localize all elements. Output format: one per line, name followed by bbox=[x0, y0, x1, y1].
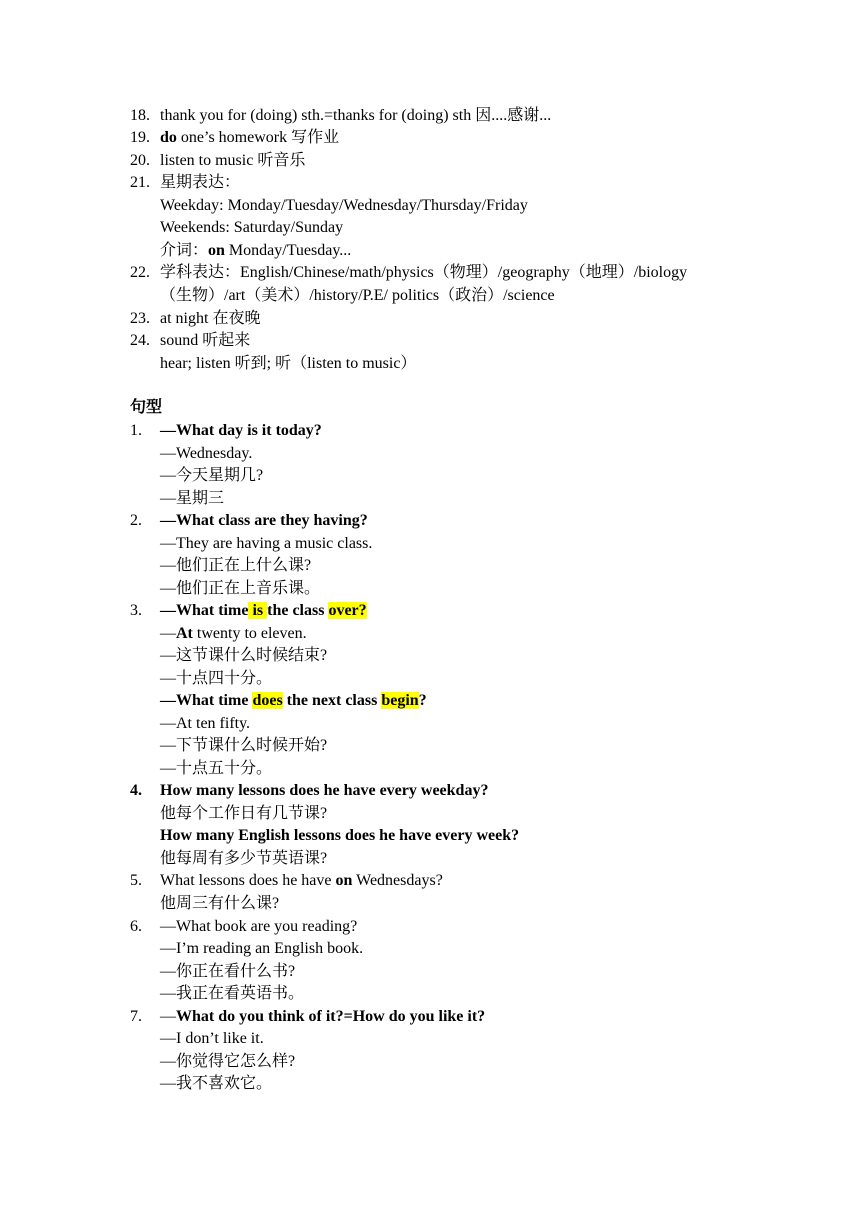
question-text: How many English lessons does he have every week? bbox=[160, 827, 520, 844]
item-text: at night 在夜晚 bbox=[160, 310, 261, 327]
item-number: 4. bbox=[130, 782, 142, 799]
item-text bbox=[160, 127, 339, 149]
question-cn-text: —下节课什么时候开始? bbox=[160, 737, 328, 754]
item-text: thank you for (doing) sth.=thanks for (doing) sth 因....感谢... bbox=[160, 107, 552, 124]
question-text bbox=[160, 600, 367, 622]
text-part: Wednesdays? bbox=[352, 872, 443, 889]
item-number: 18. bbox=[130, 107, 150, 124]
answer-text: —At ten fifty. bbox=[160, 715, 251, 732]
bold-question: What do you think of it?=How do you like it? bbox=[176, 1008, 486, 1025]
question-text bbox=[160, 690, 427, 712]
question-cn-text: 他每周有多少节英语课? bbox=[160, 850, 328, 867]
answer-cn-text: —我不喜欢它。 bbox=[160, 1075, 273, 1092]
text-part: —What time bbox=[160, 602, 249, 619]
preposition-text bbox=[160, 240, 351, 262]
answer-text: —I’m reading an English book. bbox=[160, 940, 364, 957]
text-part: —What time bbox=[160, 692, 253, 709]
item-number: 23. bbox=[130, 310, 150, 327]
item-text: （生物）/art（美术）/history/P.E/ politics（政治）/science bbox=[160, 287, 555, 304]
item-number: 7. bbox=[130, 1008, 142, 1025]
item-text: hear; listen 听到; 听（listen to music） bbox=[160, 355, 417, 372]
question-text bbox=[160, 870, 443, 892]
bold-word: on bbox=[335, 872, 353, 889]
answer-text bbox=[160, 623, 307, 645]
item-number: 5. bbox=[130, 872, 142, 889]
question-cn-text: —今天星期几? bbox=[160, 467, 264, 484]
question-text: How many lessons does he have every weekday? bbox=[160, 782, 489, 799]
highlighted-word: is bbox=[248, 602, 268, 619]
highlighted-word: does bbox=[252, 692, 283, 709]
item-number: 1. bbox=[130, 422, 142, 439]
question-cn-text: —你觉得它怎么样? bbox=[160, 1053, 296, 1070]
bold-word: do bbox=[160, 129, 177, 146]
answer-cn-text: —十点五十分。 bbox=[160, 760, 273, 777]
question-text: —What book are you reading? bbox=[160, 918, 358, 935]
bold-word: At bbox=[176, 625, 193, 642]
question-cn-text: —他们正在上什么课? bbox=[160, 557, 312, 574]
answer-cn-text: —星期三 bbox=[160, 490, 225, 507]
text-rest: Monday/Tuesday... bbox=[224, 242, 352, 259]
highlighted-word: over? bbox=[328, 602, 367, 619]
question-cn-text: —你正在看什么书? bbox=[160, 963, 296, 980]
item-number: 20. bbox=[130, 152, 150, 169]
item-number: 6. bbox=[130, 918, 142, 935]
item-text: sound 听起来 bbox=[160, 332, 251, 349]
question-text: —What day is it today? bbox=[160, 422, 322, 439]
dash: — bbox=[160, 1008, 176, 1025]
text-part: What lessons does he have bbox=[160, 872, 336, 889]
weekends-text: Weekends: Saturday/Sunday bbox=[160, 219, 344, 236]
answer-text: —I don’t like it. bbox=[160, 1030, 264, 1047]
question-cn-text: 他每个工作日有几节课? bbox=[160, 805, 328, 822]
answer-cn-text: —十点四十分。 bbox=[160, 670, 273, 687]
question-cn-text: 他周三有什么课? bbox=[160, 895, 280, 912]
answer-text: —Wednesday. bbox=[160, 445, 253, 462]
highlighted-word: begin bbox=[381, 692, 419, 709]
weekday-text: Weekday: Monday/Tuesday/Wednesday/Thursday/Friday bbox=[160, 197, 528, 214]
item-text: listen to music 听音乐 bbox=[160, 152, 306, 169]
question-text: —What class are they having? bbox=[160, 512, 368, 529]
item-number: 24. bbox=[130, 332, 150, 349]
dash: — bbox=[160, 625, 176, 642]
prep-label: 介词： bbox=[160, 242, 209, 259]
item-number: 2. bbox=[130, 512, 142, 529]
answer-cn-text: —他们正在上音乐课。 bbox=[160, 580, 321, 597]
text-part: ? bbox=[418, 692, 427, 709]
item-number: 22. bbox=[130, 264, 150, 281]
item-number: 3. bbox=[130, 602, 142, 619]
item-number: 19. bbox=[130, 129, 150, 146]
question-text bbox=[160, 1006, 485, 1028]
text-rest: twenty to eleven. bbox=[192, 625, 307, 642]
text-part: the next class bbox=[282, 692, 382, 709]
text-part: the class bbox=[267, 602, 329, 619]
answer-text: —They are having a music class. bbox=[160, 535, 373, 552]
answer-cn-text: —我正在看英语书。 bbox=[160, 985, 305, 1002]
bold-word: on bbox=[208, 242, 225, 259]
section-title: 句型 bbox=[130, 399, 163, 416]
item-text: 学科表达：English/Chinese/math/physics（物理）/geography（地理）/biology bbox=[160, 264, 688, 281]
question-cn-text: —这节课什么时候结束? bbox=[160, 647, 328, 664]
text-rest: one’s homework 写作业 bbox=[176, 129, 340, 146]
item-number: 21. bbox=[130, 174, 150, 191]
item-text: 星期表达： bbox=[160, 174, 241, 191]
